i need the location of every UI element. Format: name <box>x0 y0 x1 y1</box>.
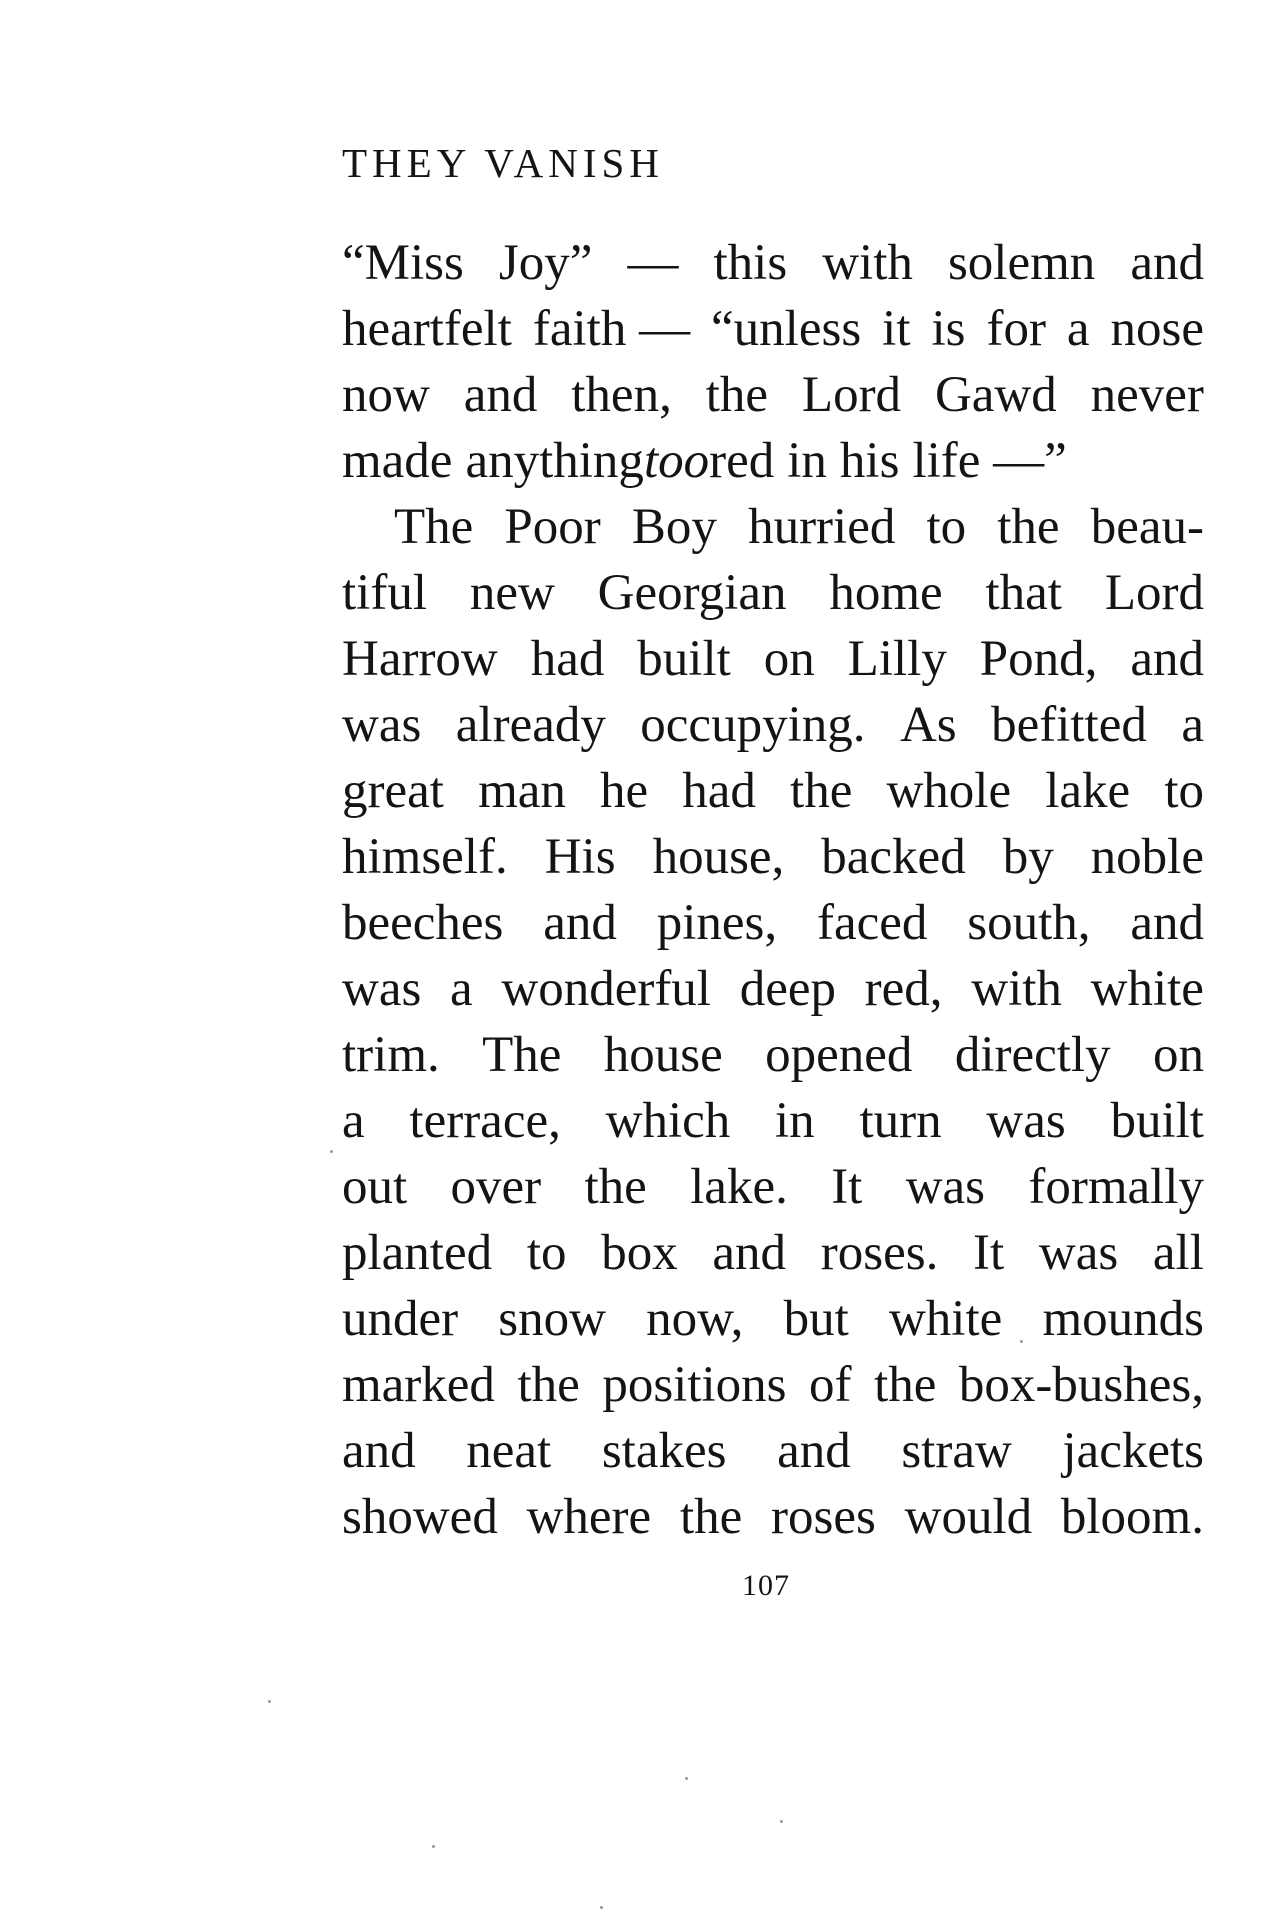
text-line: trim. The house opened directly on <box>342 1027 1204 1083</box>
paper-speck <box>600 1906 603 1909</box>
page-number: 107 <box>742 1569 790 1602</box>
text-line: heartfelt faith — “unless it is for a nose <box>342 301 1204 357</box>
text-line: Harrow had built on Lilly Pond, and <box>342 631 1204 687</box>
text-line: and neat stakes and straw jackets <box>342 1423 1204 1479</box>
text-line: was a wonderful deep red, with white <box>342 961 1204 1017</box>
text-line: was already occupying. As befitted a <box>342 697 1204 753</box>
text-line: showed where the roses would bloom. <box>342 1489 1204 1545</box>
text-line: now and then, the Lord Gawd never <box>342 367 1204 423</box>
paper-speck <box>780 1820 783 1823</box>
text-line: great man he had the whole lake to <box>342 763 1204 819</box>
text-line: tiful new Georgian home that Lord <box>342 565 1204 621</box>
text-line: out over the lake. It was formally <box>342 1159 1204 1215</box>
text-line: marked the positions of the box-bushes, <box>342 1357 1204 1413</box>
body-text <box>342 230 1204 1550</box>
text-line: planted to box and roses. It was all <box>342 1225 1204 1281</box>
paper-speck <box>685 1777 688 1780</box>
text-line: made anything too red in his life —” <box>342 433 1067 489</box>
paper-speck <box>330 1150 333 1153</box>
paper-speck <box>432 1845 435 1848</box>
paper-speck <box>1020 1340 1023 1343</box>
paper-speck <box>268 1700 271 1703</box>
running-head: THEY VANISH <box>342 140 664 186</box>
text-line: beeches and pines, faced south, and <box>342 895 1204 951</box>
text-line: himself. His house, backed by noble <box>342 829 1204 885</box>
text-line: “Miss Joy” — this with solemn and <box>342 235 1204 291</box>
text-line: a terrace, which in turn was built <box>342 1093 1204 1149</box>
text-line: under snow now, but white mounds <box>342 1291 1204 1347</box>
text-line: The Poor Boy hurried to the beau- <box>394 499 1204 555</box>
